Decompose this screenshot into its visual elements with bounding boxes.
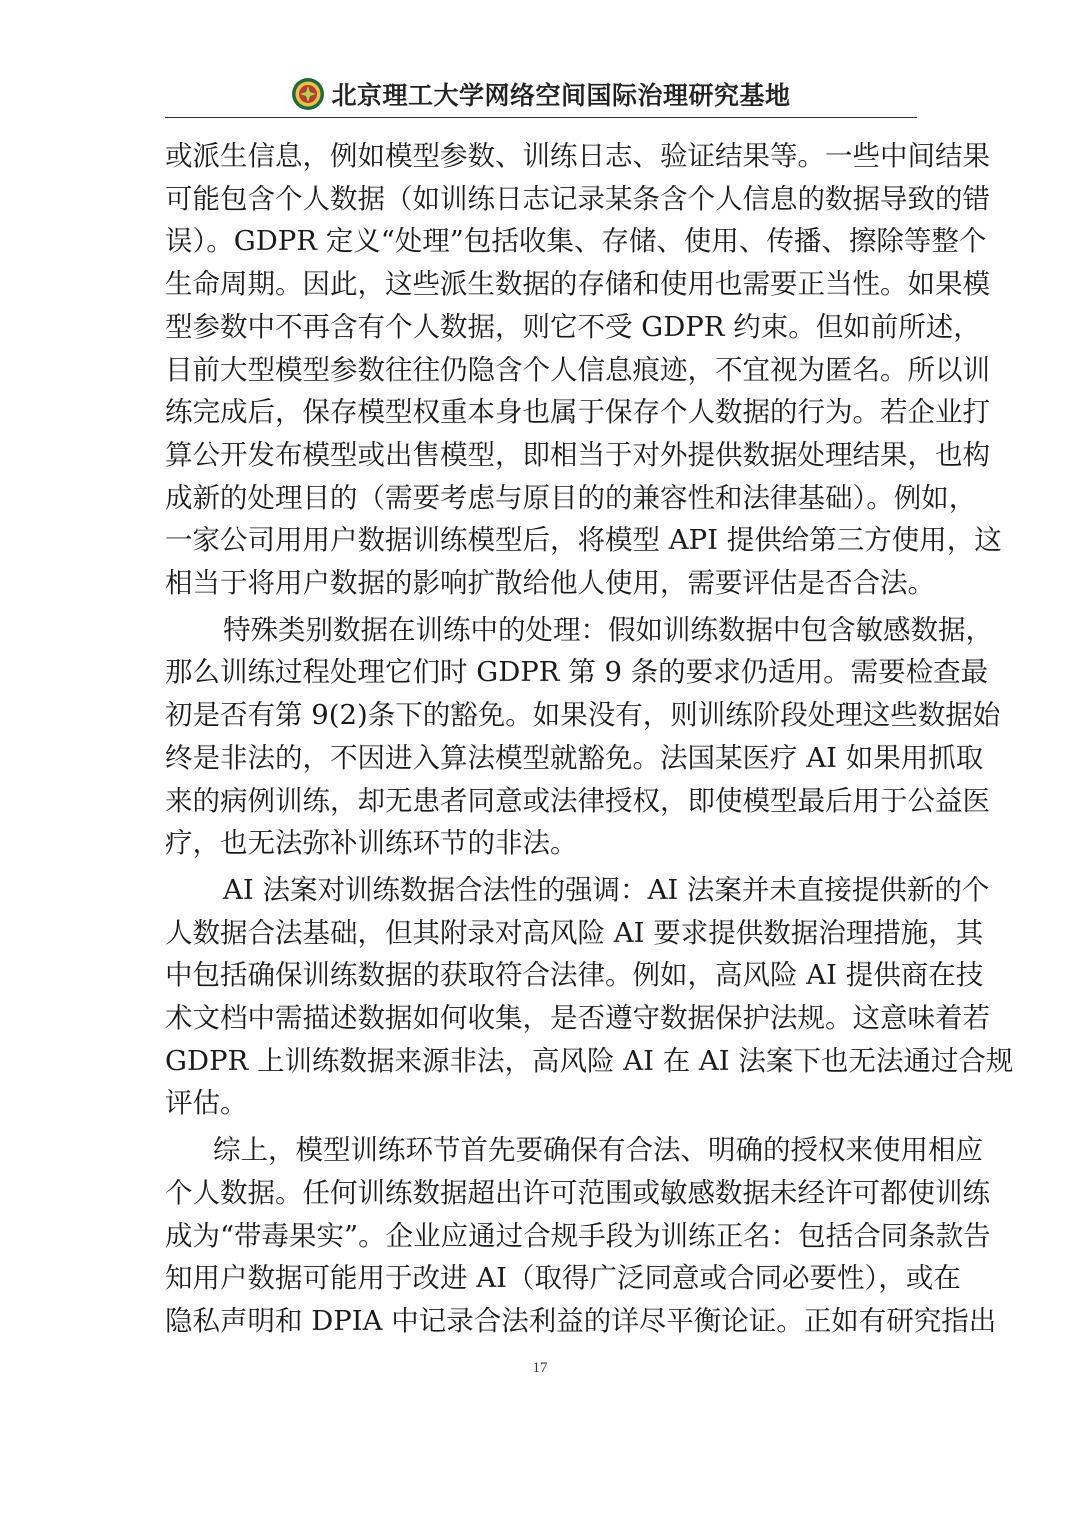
- text-line: 练完成后，保存模型权重本身也属于保存个人数据的行为。若企业打: [165, 396, 990, 429]
- text-line: 疗，也无法弥补训练环节的非法。: [165, 827, 578, 860]
- text-line: 知用户数据可能用于改进 AI（取得广泛同意或合同必要性），或在: [165, 1262, 961, 1295]
- text-line: 一家公司用用户数据训练模型后，将模型 API 提供给第三方使用，这: [165, 524, 1002, 557]
- paragraph-2: [165, 609, 1001, 865]
- text-line: 误）。GDPR 定义“处理”包括收集、存储、使用、传播、擦除等整个: [165, 225, 987, 258]
- text-line: 可能包含个人数据（如训练日志记录某条含个人信息的数据导致的错: [165, 182, 990, 215]
- text-line: AI 法案对训练数据合法性的强调：AI 法案并未直接提供新的个: [223, 873, 990, 906]
- text-line: 相当于将用户数据的影响扩散给他人使用，需要评估是否合法。: [165, 567, 935, 600]
- text-line: 算公开发布模型或出售模型，即相当于对外提供数据处理结果，也构: [165, 438, 990, 471]
- text-line: 生命周期。因此，这些派生数据的存储和使用也需要正当性。如果模: [165, 268, 990, 301]
- paragraph-3: [165, 869, 1014, 1125]
- text-line: 型参数中不再含有个人数据，则它不受 GDPR 约束。但如前所述，: [165, 310, 981, 343]
- text-line: 那么训练过程处理它们时 GDPR 第 9 条的要求仍适用。需要检查最: [165, 656, 989, 689]
- text-line: 终是非法的，不因进入算法模型就豁免。法国某医疗 AI 如果用抓取: [165, 741, 984, 774]
- text-line: 特殊类别数据在训练中的处理：假如训练数据中包含敏感数据，: [223, 613, 993, 646]
- text-line: 成新的处理目的（需要考虑与原目的的兼容性和法律基础）。例如，: [165, 481, 977, 514]
- paragraph-4: [165, 1129, 997, 1343]
- text-line: 或派生信息，例如模型参数、训练日志、验证结果等。一些中间结果: [165, 140, 990, 172]
- text-line: 人数据合法基础，但其附录对高风险 AI 要求提供数据治理措施，其: [165, 916, 984, 949]
- header-divider: [165, 117, 917, 118]
- text-line: 术文档中需描述数据如何收集，是否遵守数据保护法规。这意味着若: [165, 1002, 990, 1035]
- text-line: 中包括确保训练数据的获取符合法律。例如，高风险 AI 提供商在技: [165, 959, 984, 992]
- text-line: GDPR 上训练数据来源非法，高风险 AI 在 AI 法案下也无法通过合规: [165, 1044, 1014, 1077]
- text-line: 来的病例训练，却无患者同意或法律授权，即使模型最后用于公益医: [165, 784, 990, 817]
- text-line: 综上，模型训练环节首先要确保有合法、明确的授权来使用相应: [213, 1134, 983, 1167]
- paragraph-1: [165, 135, 1002, 605]
- text-line: 目前大型模型参数往往仍隐含个人信息痕迹，不宜视为匿名。所以训: [165, 353, 990, 386]
- text-line: 评估。: [165, 1087, 248, 1120]
- text-line: 个人数据。任何训练数据超出许可范围或敏感数据未经许可都使训练: [165, 1176, 990, 1209]
- header-title: 北京理工大学网络空间国际治理研究基地: [331, 81, 791, 110]
- university-emblem-icon: [291, 77, 325, 111]
- text-line: 隐私声明和 DPIA 中记录合法利益的详尽平衡论证。正如有研究指出: [165, 1304, 997, 1337]
- document-body: [165, 135, 1014, 1345]
- text-line: 成为“带毒果实”。企业应通过合规手段为训练正名：包括合同条款告: [165, 1219, 991, 1252]
- page-number: 17: [532, 1360, 548, 1376]
- text-line: 初是否有第 9(2)条下的豁免。如果没有，则训练阶段处理这些数据始: [165, 699, 1001, 732]
- page-header: [165, 74, 917, 114]
